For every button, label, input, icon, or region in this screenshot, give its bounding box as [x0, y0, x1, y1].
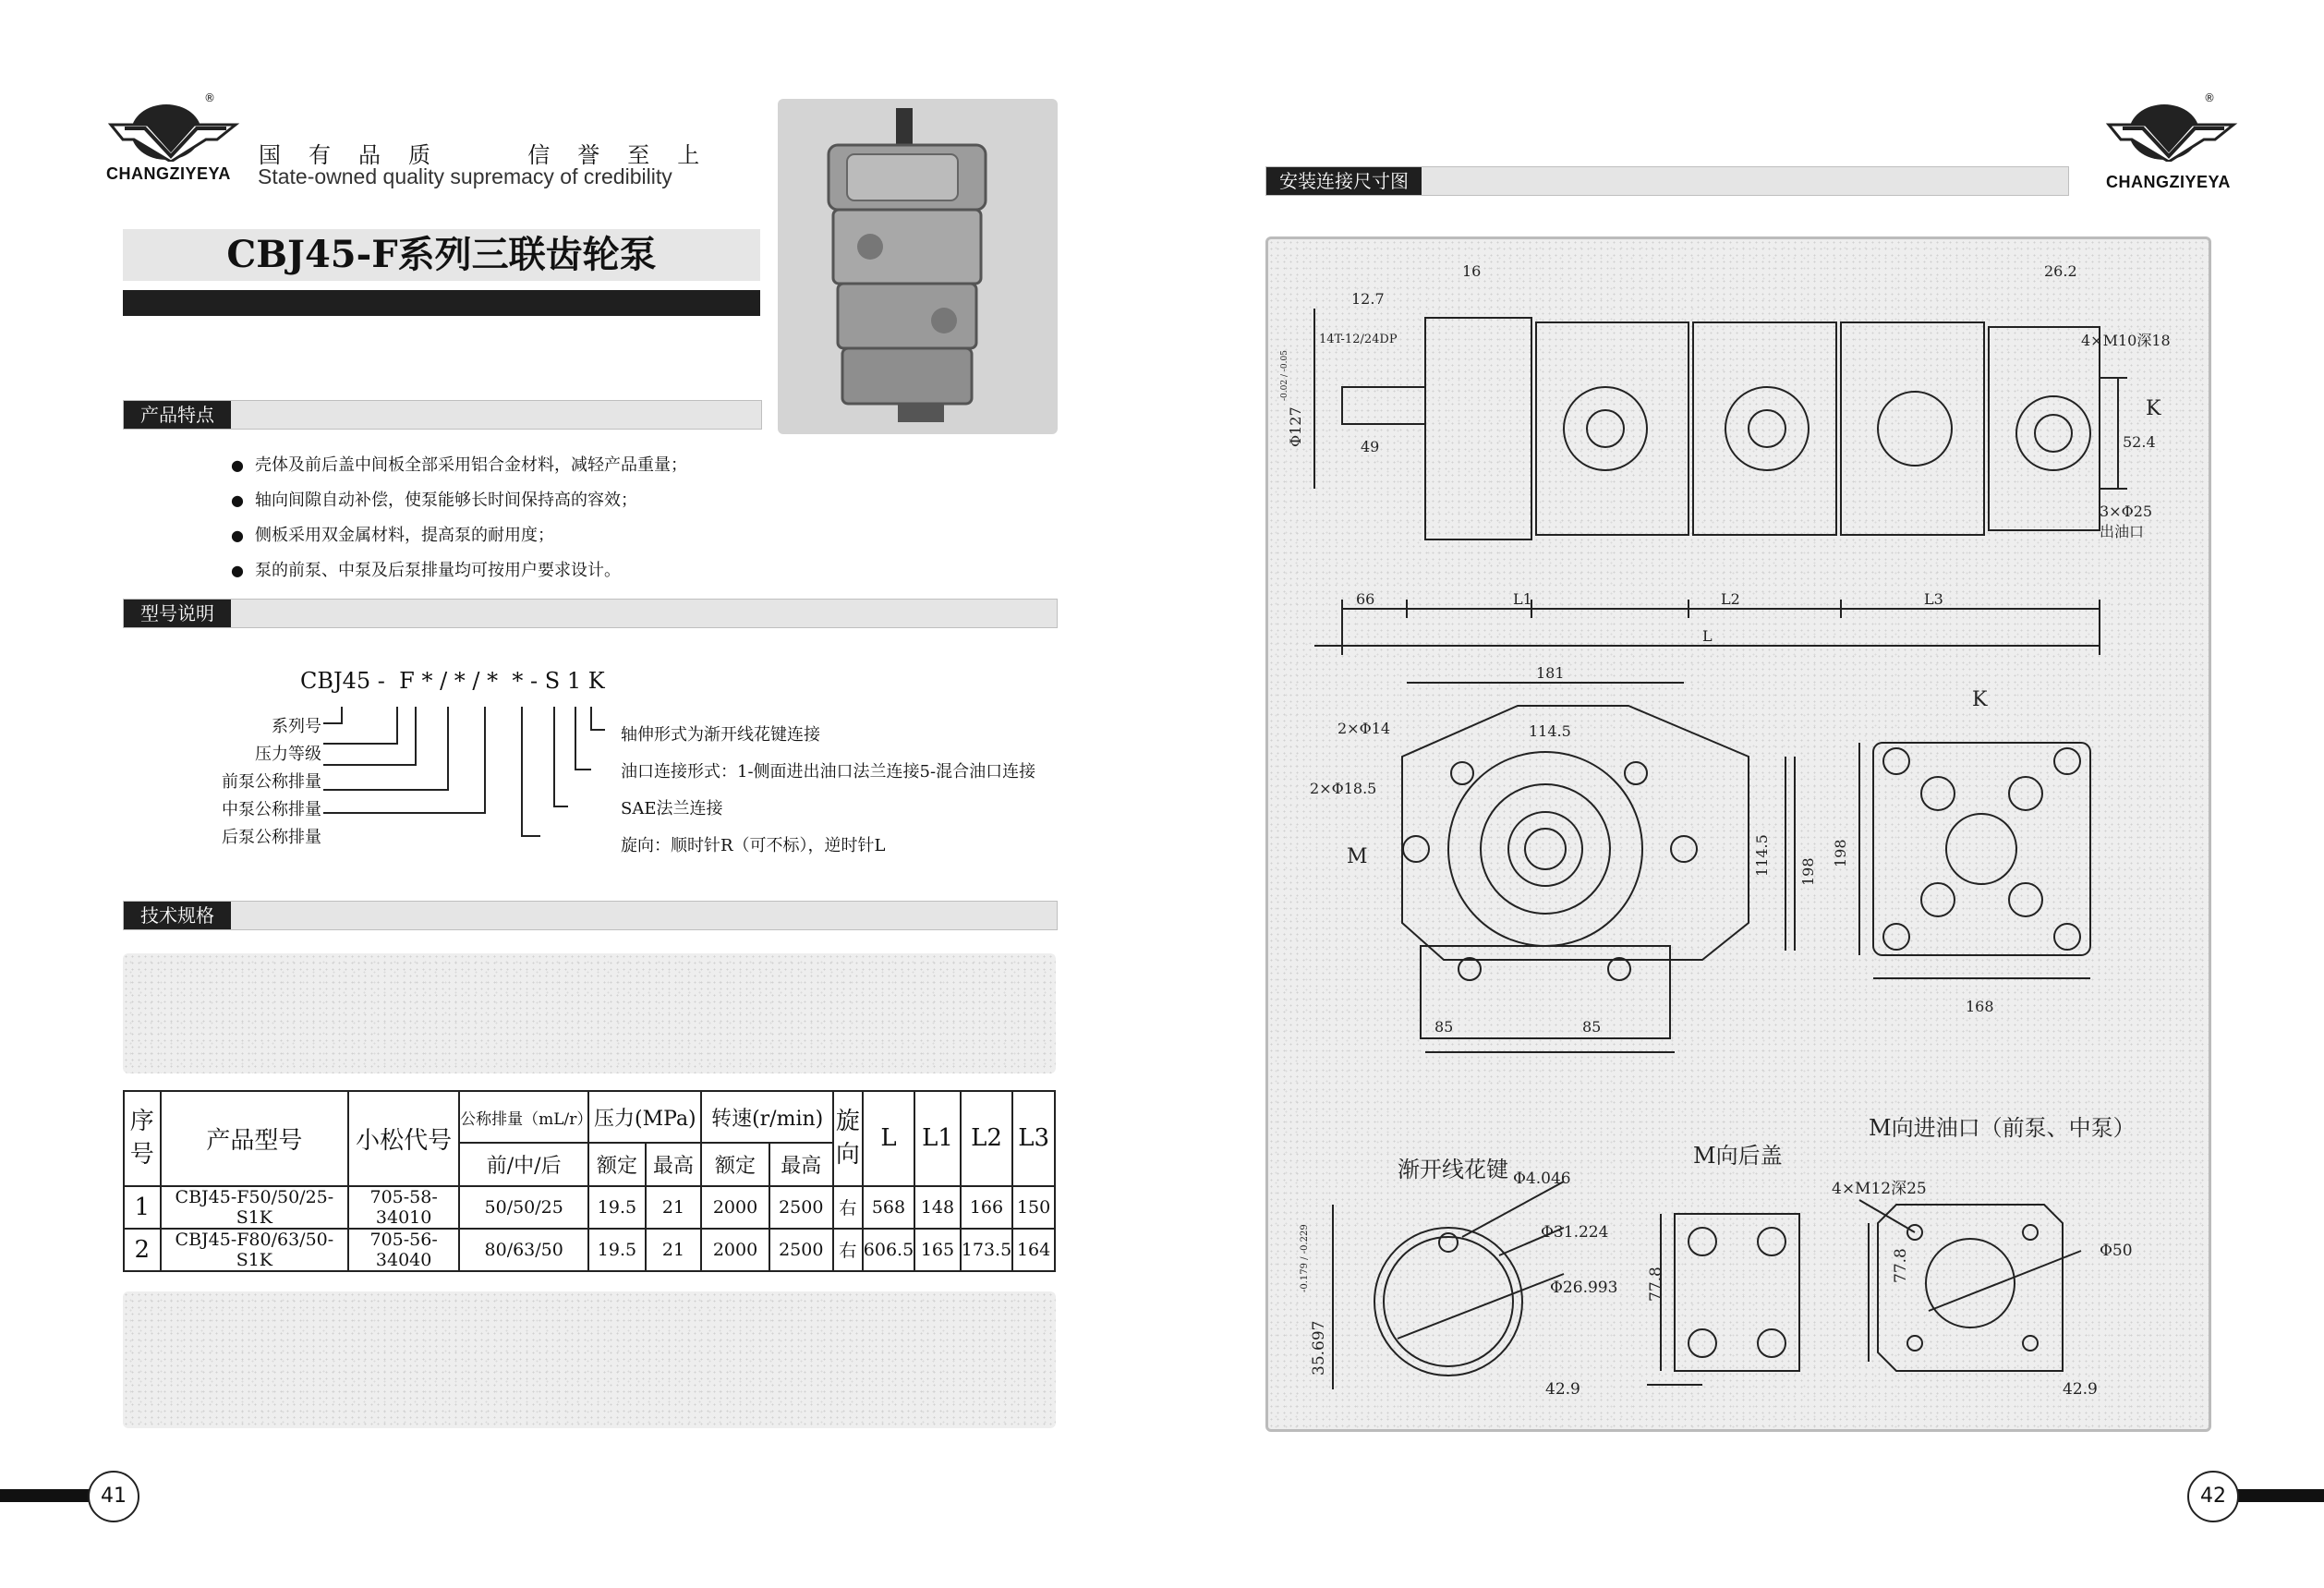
model-label: 系列号 [272, 717, 321, 736]
view-k-label: K [2146, 397, 2161, 420]
col-komatsu: 小松代号 [348, 1091, 459, 1186]
dim-L: L [1702, 627, 1713, 645]
section-spec-title: 技术规格 [124, 902, 231, 929]
dim-L3: L3 [1924, 590, 1943, 608]
cell-L3: 164 [1012, 1229, 1055, 1271]
m-cover-title: M向后盖 [1693, 1143, 1783, 1169]
cell-rotation: 右 [833, 1186, 863, 1229]
dim-phi4-046: Φ4.046 [1513, 1170, 1571, 1188]
cell-rotation: 右 [833, 1229, 863, 1271]
spec-table [123, 1090, 1056, 1272]
spec-texture-bottom [123, 1291, 1056, 1428]
dim-198-k: 198 [1832, 839, 1849, 867]
section-spec [123, 901, 1058, 930]
view-m-label: M [1347, 845, 1368, 868]
table-row [124, 1229, 1055, 1271]
dim-L2: L2 [1721, 590, 1740, 608]
cell-s-rated: 2000 [701, 1229, 769, 1271]
section-features-title: 产品特点 [124, 401, 231, 429]
section-model [123, 599, 1058, 628]
page-number-right: 42 [2187, 1471, 2239, 1522]
model-code: CBJ45 - F * / * / * * - S 1 K [300, 668, 605, 694]
shaft [1342, 387, 1425, 424]
col-L1: L1 [914, 1091, 961, 1186]
cell-p-max: 21 [646, 1186, 702, 1229]
cell-model: CBJ45-F50/50/25-S1K [161, 1186, 349, 1229]
col-L: L [863, 1091, 914, 1186]
cell-p-rated: 19.5 [588, 1229, 645, 1271]
spline-outer [1374, 1228, 1522, 1376]
dim-114-5-b: 114.5 [1753, 834, 1771, 877]
dim-phi26-993: Φ26.993 [1550, 1279, 1618, 1297]
section-model-title: 型号说明 [124, 600, 231, 627]
spline-title: 渐开线花键 [1398, 1157, 1508, 1182]
dim-16: 16 [1462, 262, 1482, 280]
product-photo [778, 99, 1058, 434]
registered-mark: ® [204, 91, 215, 104]
dim-114-5-a: 114.5 [1529, 722, 1571, 740]
dim-phi31-224: Φ31.224 [1541, 1223, 1609, 1242]
col-model: 产品型号 [161, 1091, 349, 1186]
model-label: 旋向：顺时针R（可不标），逆时针L [621, 836, 886, 855]
page-number-left: 41 [88, 1471, 139, 1522]
dim-198-front: 198 [1799, 857, 1817, 886]
dim-168: 168 [1966, 998, 1994, 1015]
dim-35-697: 35.697 [1310, 1320, 1328, 1376]
dim-12-7: 12.7 [1351, 290, 1385, 308]
dim-42-9-port: 42.9 [2063, 1380, 2098, 1399]
cell-komatsu: 705-56-34040 [348, 1229, 459, 1271]
model-right-labels [621, 717, 1035, 865]
model-label: 后泵公称排量 [222, 828, 321, 847]
cell-disp: 80/63/50 [459, 1229, 588, 1271]
page-title: CBJ45-F系列三联齿轮泵 [226, 233, 657, 276]
dim-35-697-tol: -0.179 / -0.229 [1300, 1224, 1310, 1292]
drawing-panel [1265, 236, 2211, 1432]
features-list [231, 448, 687, 588]
title-bar [123, 229, 760, 281]
cell-p-max: 21 [646, 1229, 702, 1271]
cell-komatsu: 705-58-34010 [348, 1186, 459, 1229]
page-strip-left [0, 1489, 102, 1502]
model-left-labels [222, 713, 321, 852]
cell-L: 606.5 [863, 1229, 914, 1271]
cell-model: CBJ45-F80/63/50-S1K [161, 1229, 349, 1271]
brand-logo-icon [2104, 97, 2243, 162]
registered-mark: ® [2204, 91, 2215, 104]
model-label: 轴伸形式为渐开线花键连接 [621, 725, 820, 745]
cell-s-max: 2500 [769, 1186, 833, 1229]
col-p-max: 最高 [646, 1143, 702, 1185]
front-cover [1425, 318, 1531, 539]
hole-2x14: 2×Φ14 [1338, 720, 1391, 737]
col-pressure: 压力(MPa) [588, 1091, 701, 1143]
m-port-title: M向进油口（前泵、中泵） [1869, 1115, 2136, 1141]
brand-logo-left [106, 91, 245, 183]
col-speed: 转速(r/min) [701, 1091, 833, 1143]
k-view-title: K [1972, 688, 1988, 711]
model-label: 油口连接形式：1-侧面进出油口法兰连接5-混合油口连接 [621, 762, 1036, 782]
cell-L1: 165 [914, 1229, 961, 1271]
dim-77-8-cover: 77.8 [1647, 1267, 1665, 1302]
dim-42-9-cover: 42.9 [1545, 1380, 1580, 1399]
cell-s-rated: 2000 [701, 1186, 769, 1229]
section-features [123, 400, 762, 430]
bolt-spec: 4×M10深18 [2081, 332, 2171, 349]
col-disp-sub: 前/中/后 [459, 1143, 588, 1185]
col-rotation: 旋向 [833, 1091, 863, 1186]
feature-item: ● 侧板采用双金属材料，提高泵的耐用度； [231, 518, 687, 553]
col-L3: L3 [1012, 1091, 1055, 1186]
model-label: 中泵公称排量 [222, 800, 321, 819]
cell-L2: 173.5 [961, 1229, 1012, 1271]
cell-seq: 2 [124, 1229, 161, 1271]
model-label: SAE法兰连接 [621, 799, 723, 818]
col-L2: L2 [961, 1091, 1012, 1186]
dim-85-a: 85 [1434, 1018, 1454, 1036]
cell-L3: 150 [1012, 1186, 1055, 1229]
section-install-title: 安装连接尺寸图 [1266, 167, 1422, 195]
cell-L1: 148 [914, 1186, 961, 1229]
model-label: 压力等级 [255, 745, 321, 764]
front-flange [1402, 706, 1749, 960]
outlet-label: 出油口 [2100, 523, 2145, 540]
dim-phi127-tol: -0.02 / -0.05 [1280, 350, 1289, 401]
hole-2x18-5: 2×Φ18.5 [1310, 780, 1377, 797]
cell-L: 568 [863, 1186, 914, 1229]
dim-77-8-port: 77.8 [1892, 1248, 1910, 1283]
feature-item: ● 泵的前泵、中泵及后泵排量均可按用户要求设计。 [231, 553, 687, 588]
brand-name: CHANGZIYEYA [106, 164, 231, 183]
m-port-body [1878, 1205, 2063, 1371]
port-spec: 3×Φ25 [2100, 503, 2153, 520]
model-label: 前泵公称排量 [222, 772, 321, 792]
col-disp: 公称排量（mL/r） [459, 1091, 588, 1143]
brand-logo-icon [106, 97, 245, 162]
dim-85-b: 85 [1582, 1018, 1602, 1036]
dim-phi127: Φ127 [1287, 406, 1304, 447]
slogan-cn: 国有品质 信誉至上 [259, 142, 728, 168]
cell-seq: 1 [124, 1186, 161, 1229]
slogan-en: State-owned quality supremacy of credibility [258, 164, 672, 188]
spline-spec: 14T-12/24DP [1319, 333, 1398, 346]
spec-texture-top [123, 953, 1056, 1073]
dim-26-2: 26.2 [2044, 262, 2077, 280]
brand-name: CHANGZIYEYA [2106, 173, 2231, 191]
cell-disp: 50/50/25 [459, 1186, 588, 1229]
cell-p-rated: 19.5 [588, 1186, 645, 1229]
installation-drawing [1268, 239, 2209, 1429]
cell-s-max: 2500 [769, 1229, 833, 1271]
model-code-leaders [314, 697, 619, 855]
brand-logo-right [2104, 91, 2243, 191]
section-install [1265, 166, 2069, 196]
col-s-max: 最高 [769, 1143, 833, 1185]
dim-phi50: Φ50 [2100, 1242, 2133, 1260]
cell-L2: 166 [961, 1186, 1012, 1229]
m-cover-body [1675, 1214, 1799, 1371]
table-row [124, 1186, 1055, 1229]
feature-item: ● 轴向间隙自动补偿，使泵能够长时间保持高的容效； [231, 483, 687, 518]
dim-181: 181 [1536, 664, 1565, 682]
dim-52-4: 52.4 [2123, 433, 2156, 451]
col-seq: 序号 [124, 1091, 161, 1186]
title-underline [123, 290, 760, 316]
dim-49: 49 [1361, 438, 1380, 455]
col-p-rated: 额定 [588, 1143, 645, 1185]
page-strip-right [2235, 1489, 2324, 1502]
dim-L1: L1 [1513, 590, 1532, 608]
col-s-rated: 额定 [701, 1143, 769, 1185]
k-view-body [1873, 743, 2090, 955]
m-port-bolt: 4×M12深25 [1832, 1180, 1927, 1198]
dim-66: 66 [1356, 590, 1375, 608]
feature-item: ● 壳体及前后盖中间板全部采用铝合金材料，减轻产品重量； [231, 448, 687, 483]
